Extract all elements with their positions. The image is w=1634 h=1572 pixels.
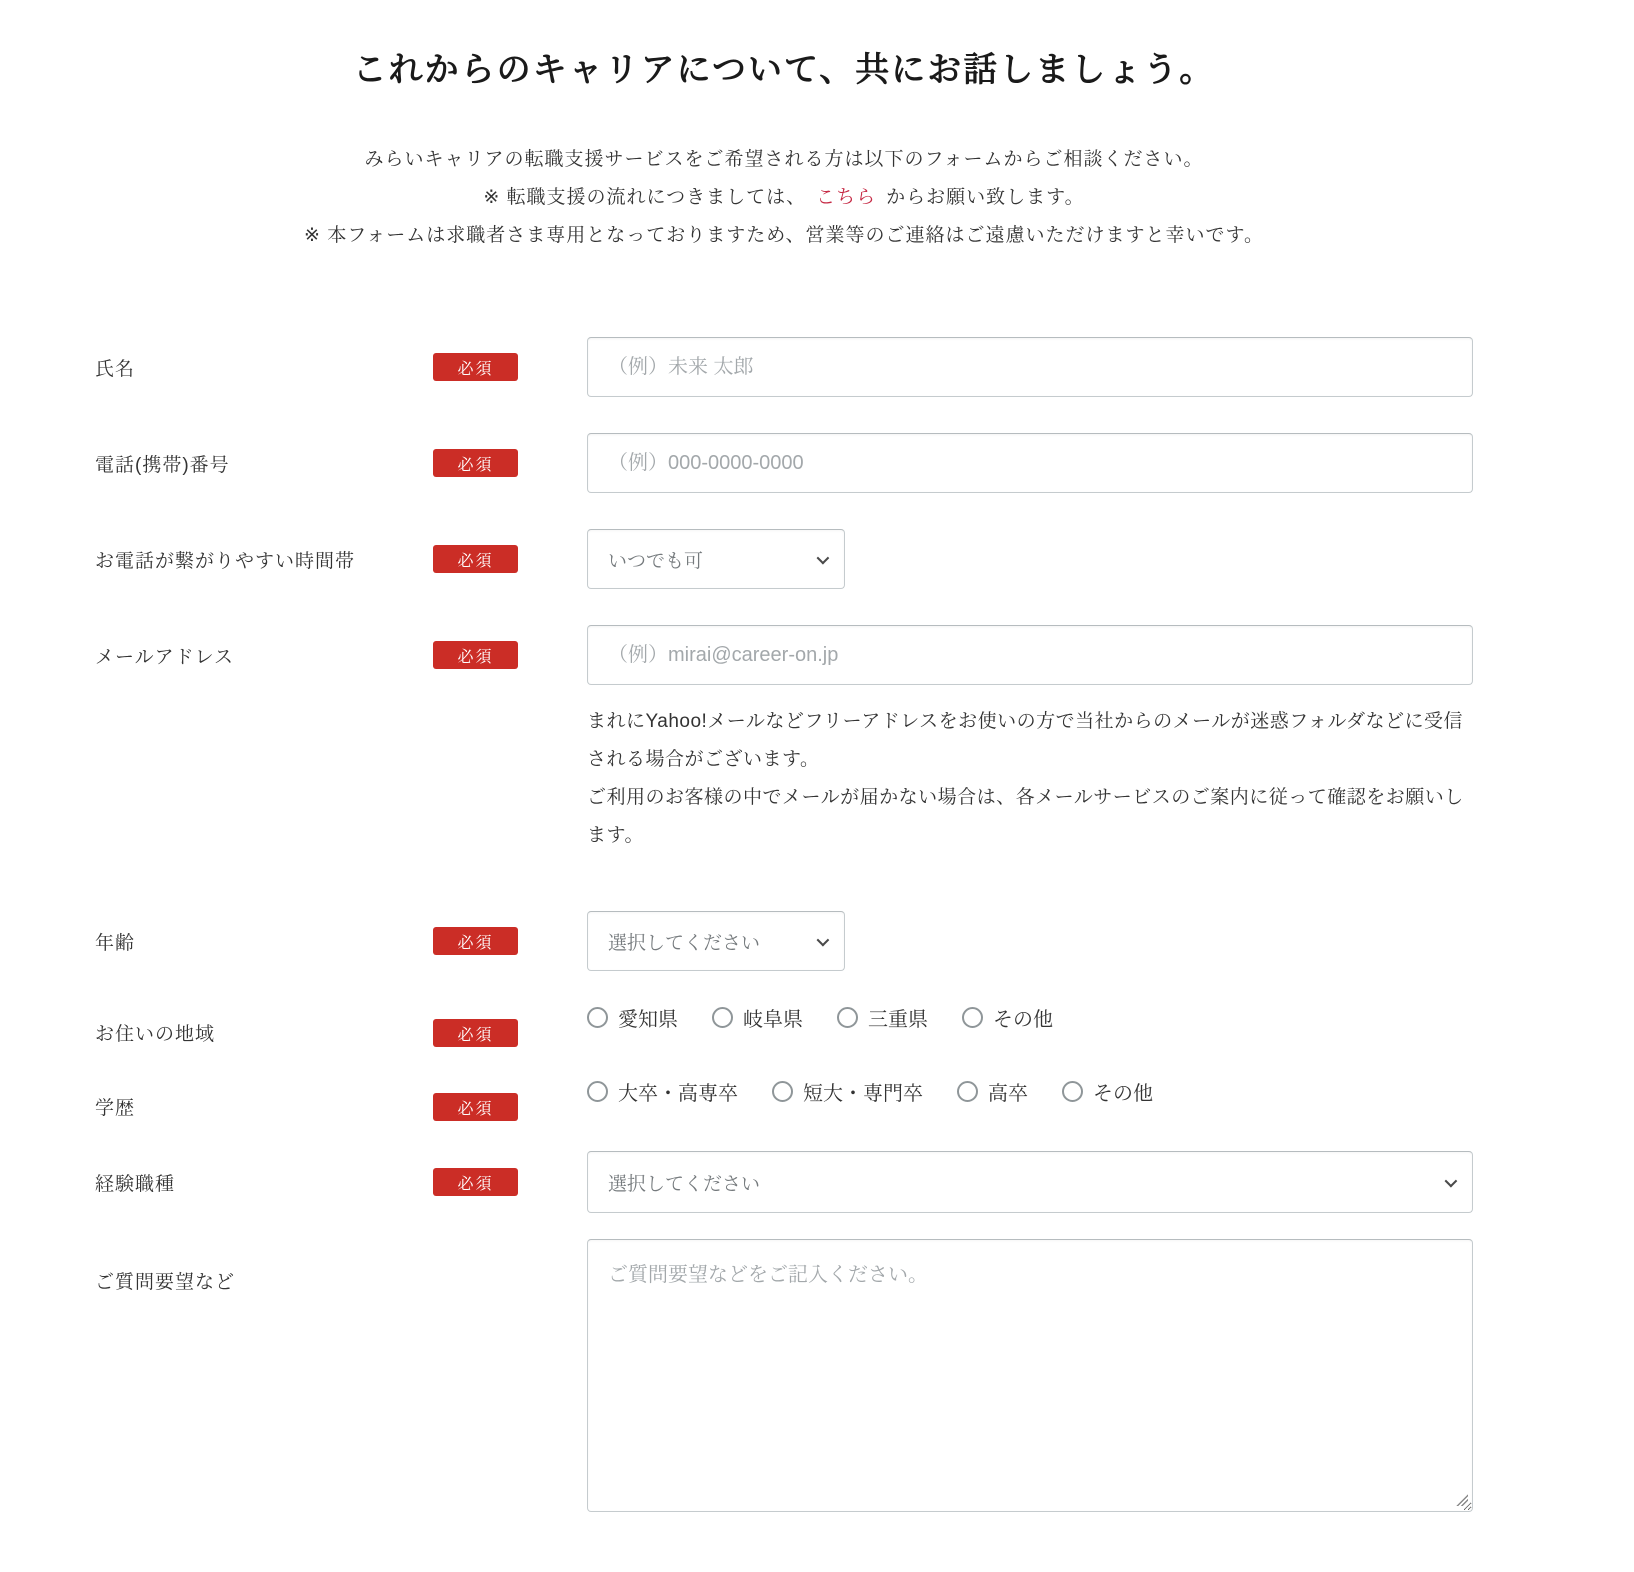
- chevron-down-icon: [1445, 1174, 1458, 1187]
- radio-circle-icon[interactable]: [772, 1081, 793, 1102]
- intro-line-2-suffix: からお願い致します。: [886, 187, 1085, 208]
- intro-line-1: みらいキャリアの転職支援サービスをご希望される方は以下のフォームからご相談ください。: [364, 149, 1204, 170]
- age-selected-value: 選択してください: [608, 932, 761, 954]
- required-badge: 必須: [433, 1019, 518, 1047]
- radio-option-education-1[interactable]: [587, 1077, 738, 1106]
- email-label: メールアドレス: [95, 647, 235, 668]
- radio-label: 短大・専門卒: [803, 1083, 923, 1105]
- education-radio-group: [587, 1075, 1473, 1106]
- radio-option-region-1[interactable]: [587, 1003, 678, 1032]
- phone-input[interactable]: [587, 433, 1473, 493]
- name-row: [95, 337, 1473, 397]
- required-badge: 必須: [433, 927, 518, 955]
- chevron-down-icon: [817, 933, 830, 946]
- intro-line-2-prefix: ※ 転職支援の流れにつきましては、: [483, 187, 807, 208]
- flow-link[interactable]: こちら: [816, 187, 877, 208]
- call-time-selected-value: いつでも可: [608, 550, 704, 572]
- name-label: 氏名: [95, 358, 136, 380]
- required-badge: 必須: [433, 1093, 518, 1121]
- region-label: お住いの地域: [95, 1024, 216, 1045]
- email-row: [95, 625, 1473, 855]
- radio-circle-icon[interactable]: [837, 1007, 858, 1028]
- form-header: [95, 42, 1473, 255]
- job-type-select[interactable]: [587, 1151, 1473, 1213]
- radio-label: 三重県: [868, 1009, 928, 1031]
- radio-label: 大卒・高専卒: [618, 1083, 738, 1105]
- name-input[interactable]: [587, 337, 1473, 397]
- job-type-selected-value: 選択してください: [608, 1173, 761, 1195]
- radio-circle-icon[interactable]: [1062, 1081, 1083, 1102]
- education-label: 学歴: [95, 1098, 136, 1119]
- radio-circle-icon[interactable]: [962, 1007, 983, 1028]
- age-row: [95, 911, 1473, 971]
- radio-option-education-3[interactable]: [957, 1077, 1028, 1106]
- intro-line-2: [95, 179, 1473, 217]
- email-note-paragraph-1: まれにYahoo!メールなどフリーアドレスをお使いの方で当社からのメールが迷惑フォルダなどに受信される場合がございます。: [587, 711, 1464, 770]
- job-type-row: [95, 1151, 1473, 1213]
- email-note-paragraph-2: ご利用のお客様の中でメールが届かない場合は、各メールサービスのご案内に従って確認をお願いします。: [587, 787, 1464, 846]
- required-badge: 必須: [433, 545, 518, 573]
- call-time-label: お電話が繋がりやすい時間帯: [95, 550, 356, 572]
- intro-line-3: ※ 本フォームは求職者さま専用となっておりますため、営業等のご連絡はご遠慮いただけますと幸いです。: [304, 225, 1264, 246]
- phone-label: 電話(携帯)番号: [95, 454, 230, 476]
- radio-circle-icon[interactable]: [712, 1007, 733, 1028]
- questions-row: [95, 1239, 1473, 1512]
- intro-text: [95, 141, 1473, 255]
- questions-label: ご質問要望など: [95, 1272, 236, 1293]
- region-radio-group: [587, 1001, 1473, 1032]
- required-badge: 必須: [433, 353, 518, 381]
- email-note: [587, 703, 1473, 855]
- region-row: [95, 1001, 1473, 1063]
- radio-option-region-4[interactable]: [962, 1003, 1053, 1032]
- questions-textarea[interactable]: [587, 1239, 1473, 1512]
- radio-circle-icon[interactable]: [587, 1081, 608, 1102]
- radio-option-region-2[interactable]: [712, 1003, 803, 1032]
- radio-label: 高卒: [988, 1083, 1028, 1105]
- age-select[interactable]: [587, 911, 845, 971]
- education-row: [95, 1075, 1473, 1137]
- call-time-row: [95, 529, 1473, 589]
- radio-circle-icon[interactable]: [587, 1007, 608, 1028]
- required-badge: 必須: [433, 1168, 518, 1196]
- call-time-select[interactable]: [587, 529, 845, 589]
- required-badge: 必須: [433, 449, 518, 477]
- job-type-label: 経験職種: [95, 1173, 176, 1195]
- chevron-down-icon: [817, 551, 830, 564]
- age-label: 年齢: [95, 932, 136, 954]
- radio-option-education-2[interactable]: [772, 1077, 923, 1106]
- radio-label: その他: [993, 1009, 1053, 1031]
- radio-option-region-3[interactable]: [837, 1003, 928, 1032]
- badge-spacer: [433, 1239, 518, 1267]
- consultation-form: [95, 337, 1473, 1512]
- radio-option-education-4[interactable]: [1062, 1077, 1153, 1106]
- email-input[interactable]: [587, 625, 1473, 685]
- radio-label: その他: [1093, 1083, 1153, 1105]
- required-badge: 必須: [433, 641, 518, 669]
- radio-label: 愛知県: [618, 1009, 678, 1031]
- page-title: これからのキャリアについて、共にお話しましょう。: [352, 51, 1216, 89]
- radio-label: 岐阜県: [743, 1009, 803, 1031]
- radio-circle-icon[interactable]: [957, 1081, 978, 1102]
- phone-row: [95, 433, 1473, 493]
